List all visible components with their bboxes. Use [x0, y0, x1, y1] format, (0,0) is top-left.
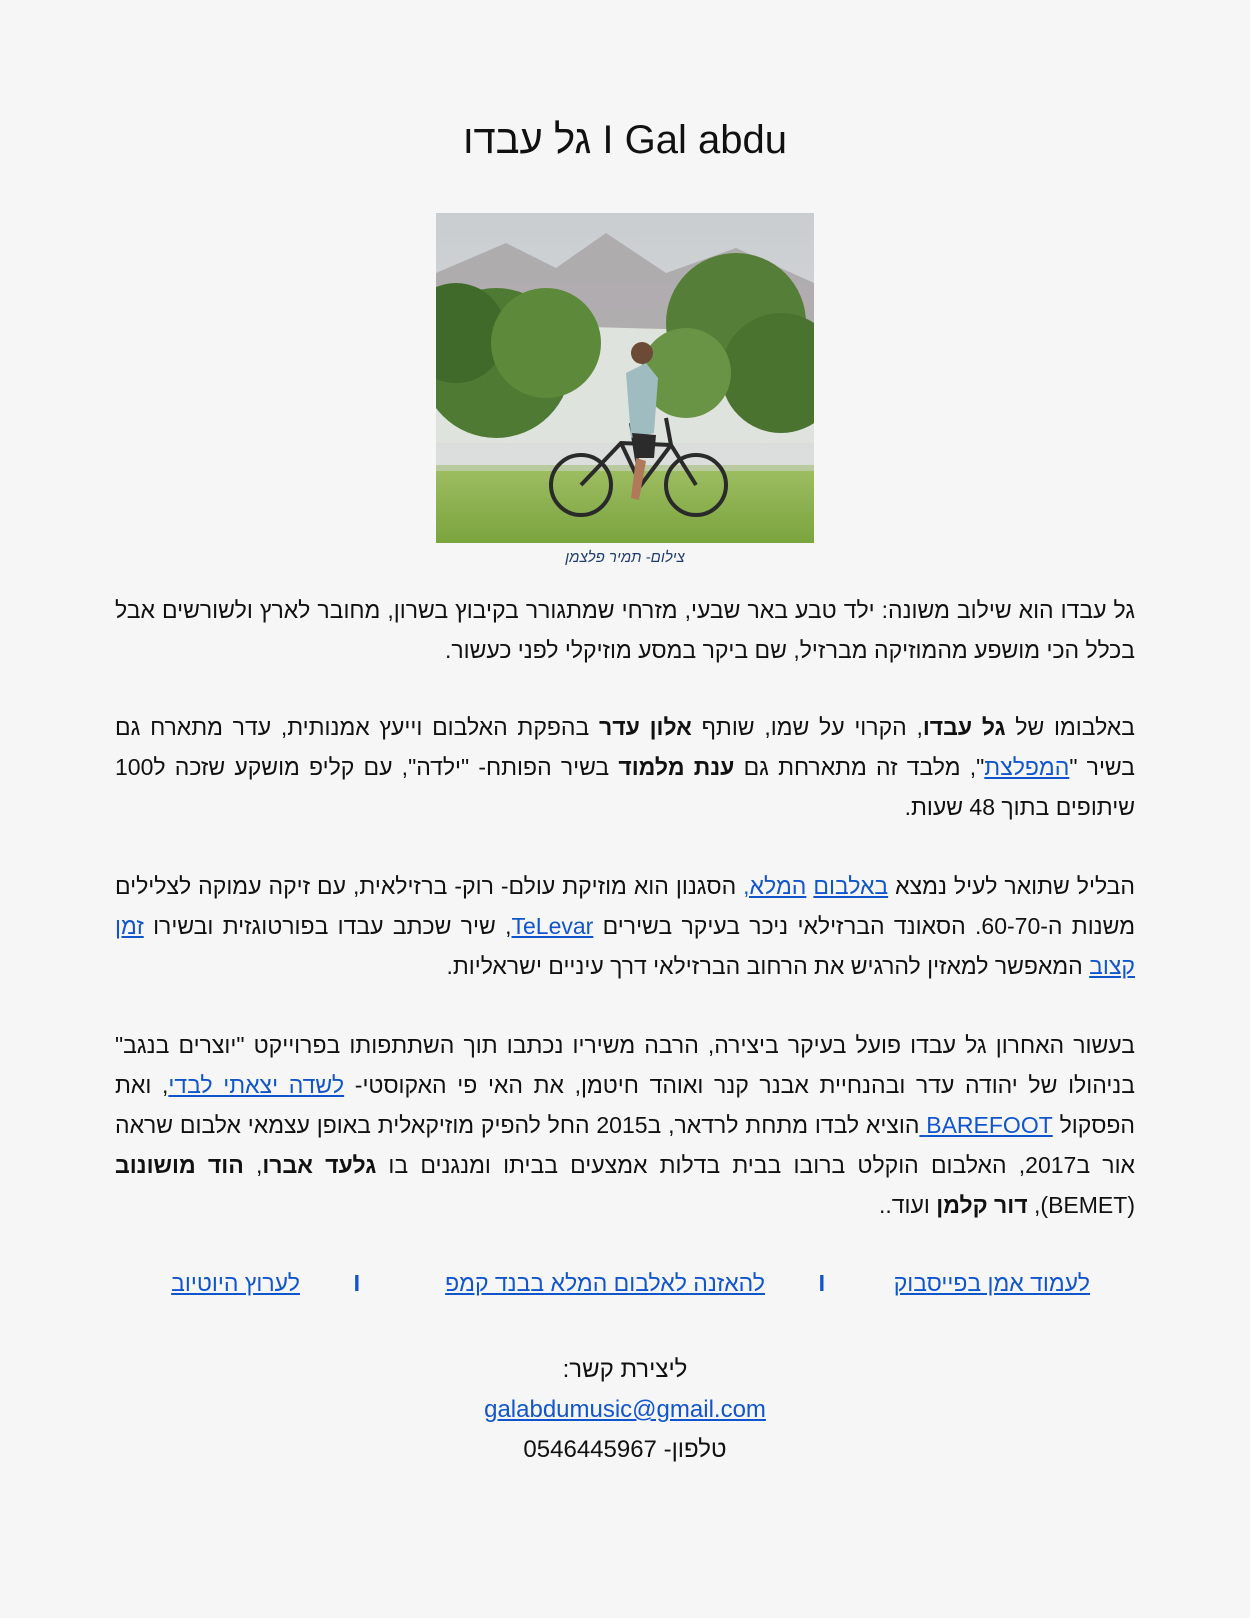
- text: באלבומו של: [1005, 714, 1135, 740]
- paragraph-style: [115, 866, 1135, 986]
- bold-name: גלעד אברו: [262, 1152, 377, 1178]
- text: בהפקת האלבום וייעץ אמנותית, עדר מתארח גם בשיר ": [115, 714, 1136, 780]
- ep-link-lasade-yatzati[interactable]: לשדה יצאתי לבדי: [168, 1072, 345, 1098]
- text: בשיר הפותח- "ילדה", עם קליפ מושקע שזכה ל100 שיתופים בתוך 48 שעות.: [115, 754, 1135, 820]
- bold-name: דור קלמן: [936, 1192, 1028, 1218]
- text: הוציא לבדו מתחת לרדאר, ב2015 החל להפיק מוזיקאלית באופן עצמאי אלבום שראה אור ב2017, האלבום הוקלט ברובו בבית בדלות אמצעים בביתו ומנגנים בו: [115, 1112, 1135, 1178]
- text: , ואת הפסקול: [115, 1072, 1136, 1138]
- text: (BEMET),: [1027, 1192, 1135, 1218]
- bold-name: אלון עדר: [599, 714, 692, 740]
- artist-photo: [436, 213, 814, 543]
- contact-block: [0, 1350, 1250, 1470]
- bandcamp-link[interactable]: להאזנה לאלבום המלא בבנד קמפ: [445, 1270, 765, 1296]
- paragraph-intro-text: גל עבדו הוא שילוב משונה: ילד טבע באר שבעי, מזרחי שמתגורר בקיבוץ בשרון, מחובר לארץ ולשורשים אבל בכלל הכי מושפע מהמוזיקה מברזיל, שם ביקר במסע מוזיקלי לפני כעשור.: [115, 597, 1135, 663]
- text: בעשור האחרון גל עבדו פועל בעיקר ביצירה, הרבה משיריו נכתבו תוך השתתפותו בפרוייקט "יוצרים בנגב" בניהולו של יהודה עדר ובהנחיית אבנר קנר ואוהד חיטמן, את האי פי האקוסטי-: [115, 1032, 1135, 1098]
- song-link-zman-katzuv[interactable]: זמן קצוב: [115, 913, 1135, 979]
- link-separator: I: [818, 1270, 825, 1296]
- text: ,: [243, 1152, 263, 1178]
- text: הסגנון הוא מוזיקת עולם- רוק- ברזילאית, עם זיקה עמוקה לצלילים משנות ה-60-70. הסאונד הברזילאי ניכר בעיקר בשירים: [115, 873, 1135, 939]
- facebook-link[interactable]: לעמוד אמן בפייסבוק: [893, 1270, 1090, 1296]
- text: ועוד..: [879, 1192, 937, 1218]
- text: המאפשר למאזין להרגיש את הרחוב הברזילאי דרך עיניים ישראליות.: [446, 953, 1090, 979]
- email-link[interactable]: galabdumusic@gmail.com: [484, 1396, 766, 1423]
- text: , הקרוי על שמו, שותף: [691, 714, 923, 740]
- paragraph-intro: [115, 590, 1135, 670]
- album-link[interactable]: באלבום: [813, 873, 889, 899]
- photo-caption: צילום- תמיר פלצמן: [565, 549, 685, 566]
- bold-name: גל עבדו: [922, 714, 1006, 740]
- song-link-hamiflezet[interactable]: המפלצת: [984, 754, 1070, 780]
- paragraph-album: [115, 707, 1135, 827]
- contact-heading: ליצירת קשר:: [562, 1356, 688, 1383]
- text: הבליל שתואר לעיל נמצא: [888, 873, 1136, 899]
- link-separator: I: [353, 1270, 360, 1296]
- full-album-link[interactable]: המלא,: [743, 873, 807, 899]
- phone-number: טלפון- 0546445967: [523, 1436, 727, 1463]
- bold-name: ענת מלמוד: [618, 754, 735, 780]
- page-title: גל עבדו I Gal abdu: [463, 118, 787, 162]
- paragraph-decade: [115, 1025, 1135, 1225]
- song-link-televar[interactable]: TeLevar: [511, 913, 594, 939]
- text: , שיר שכתב עבדו בפורטוגזית ובשירו: [143, 913, 512, 939]
- youtube-link[interactable]: לערוץ היוטיוב: [171, 1270, 300, 1296]
- text: ", מלבד זה מתארחת גם: [734, 754, 985, 780]
- bold-name: הוד מושונוב: [115, 1152, 244, 1178]
- soundtrack-link-barefoot[interactable]: BAREFOOT: [919, 1112, 1053, 1138]
